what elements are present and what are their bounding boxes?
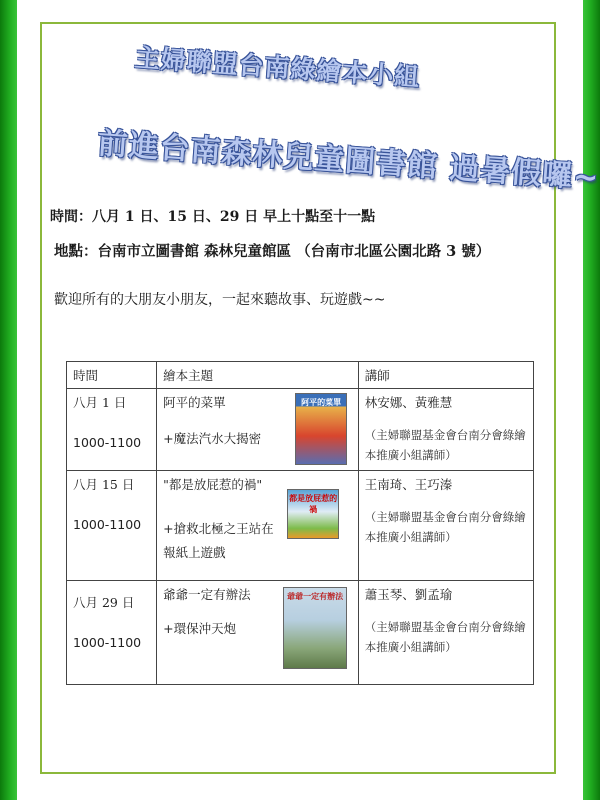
theme-main: 阿平的菜單 (163, 395, 226, 410)
date-cell (67, 471, 157, 581)
title-line-2: 前進台南森林兒童圖書館 過暑假囉~ (96, 126, 600, 197)
table-row (67, 581, 534, 685)
table-row (67, 471, 534, 581)
time-text: 1000-1100 (73, 435, 142, 450)
teacher-names: 蕭玉琴、劉孟瑜 (364, 587, 453, 602)
teacher-note: （主婦聯盟基金會台南分會綠繪本推廣小組講師） (364, 428, 526, 462)
date-text: 八月 1 日 (73, 395, 127, 410)
right-green-border (583, 0, 600, 800)
teacher-names: 王南琦、王巧溱 (364, 477, 453, 492)
header-time: 時間 (67, 362, 157, 389)
date-cell (67, 581, 157, 685)
theme-sub: +搶救北極之王站在報紙上遊戲 (163, 521, 274, 560)
book-cover-image (283, 587, 347, 669)
time-text: 1000-1100 (73, 635, 142, 650)
welcome-text: 歡迎所有的大朋友小朋友，一起來聽故事、玩遊戲~~ (54, 292, 386, 308)
book-cover-title: 都是放屁惹的禍 (289, 494, 338, 514)
theme-sub: +魔法汽水大揭密 (163, 431, 262, 446)
header-teacher: 講師 (358, 362, 533, 389)
date-text: 八月 15 日 (73, 477, 135, 492)
teacher-cell (358, 389, 533, 471)
left-green-border (0, 0, 17, 800)
theme-cell (157, 389, 359, 471)
book-cover-image (287, 489, 339, 539)
book-cover-title: 爺爺一定有辦法 (287, 592, 344, 601)
table-header-row (67, 362, 534, 389)
time-text: 1000-1100 (73, 517, 142, 532)
theme-main: "都是放屁惹的禍" (163, 477, 263, 492)
schedule-table (66, 361, 534, 685)
teacher-note: （主婦聯盟基金會台南分會綠繪本推廣小組講師） (364, 510, 526, 544)
book-cover-image (295, 393, 347, 465)
event-place: 地點：台南市立圖書館 森林兒童館區 （台南市北區公園北路 3 號） (54, 243, 491, 260)
book-cover-title: 阿平的菜單 (301, 398, 342, 407)
header-theme: 繪本主題 (157, 362, 359, 389)
theme-main: 爺爺一定有辦法 (163, 587, 251, 602)
event-time: 時間：八月 1 日、15 日、29 日 早上十點至十一點 (50, 209, 376, 225)
teacher-cell (358, 471, 533, 581)
title-line-1: 主婦聯盟台南綠繪本小組 (133, 43, 422, 92)
table-row (67, 389, 534, 471)
teacher-names: 林安娜、黃雅慧 (364, 395, 453, 410)
theme-cell (157, 581, 359, 685)
teacher-note: （主婦聯盟基金會台南分會綠繪本推廣小組講師） (364, 620, 526, 654)
date-cell (67, 389, 157, 471)
theme-sub: +環保沖天炮 (163, 621, 237, 636)
date-text: 八月 29 日 (73, 595, 135, 610)
theme-cell (157, 471, 359, 581)
teacher-cell (358, 581, 533, 685)
